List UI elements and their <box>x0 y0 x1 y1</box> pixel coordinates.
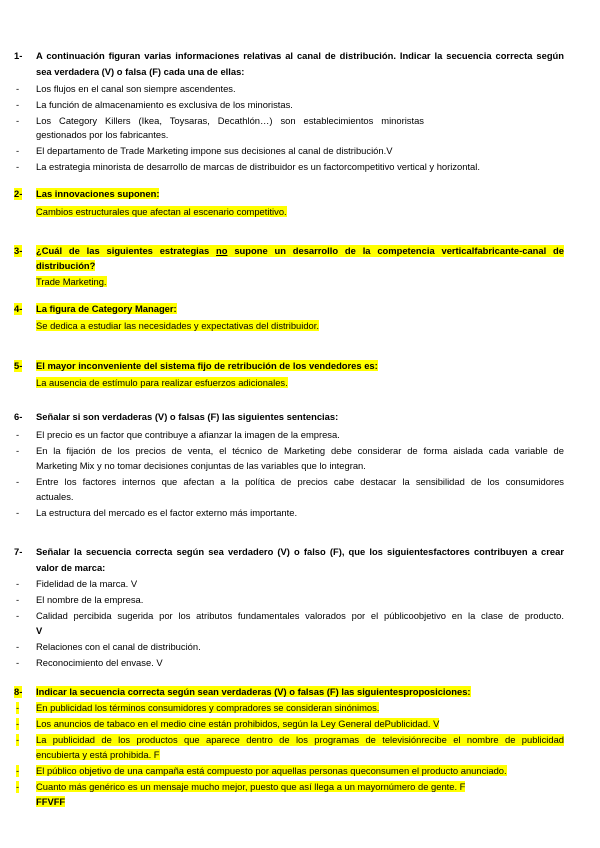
bullet-dash: - <box>16 99 20 110</box>
question-number: 6- <box>14 411 23 422</box>
question-number: 1- <box>14 50 23 61</box>
question-1-title-cont: sea verdadera (V) o falsa (F) cada una de ellas: <box>36 66 245 77</box>
list-item: El departamento de Trade Marketing impone sus decisiones al canal de distribución.V <box>36 145 393 156</box>
question-4-title: La figura de Category Manager: <box>36 303 177 314</box>
question-6-title: Señalar si son verdaderas (V) o falsas (F) las siguientes sentencias: <box>36 411 339 422</box>
list-item: El nombre de la empresa. <box>36 594 144 605</box>
list-item: Calidad percibida sugerida por los atributos fundamentales valorados por el públicoobjetivo en la clase de producto. <box>36 610 564 621</box>
list-item: El público objetivo de una campaña está compuesto por aquellas personas queconsumen el producto anunciado. <box>36 765 507 776</box>
question-5-answer: La ausencia de estímulo para realizar esfuerzos adicionales. <box>36 377 288 388</box>
list-item: La estrategia minorista de desarrollo de marcas de distribuidor es un factorcompetitivo vertical y horizontal. <box>36 161 480 172</box>
bullet-dash: - <box>16 83 20 94</box>
question-8-title: Indicar la secuencia correcta según sean verdaderas (V) o falsas (F) las siguientesproposiciones: <box>36 686 471 697</box>
list-item-cont: actuales. <box>36 491 74 502</box>
list-item: La estructura del mercado es el factor externo más importante. <box>36 507 298 518</box>
bullet-dash: - <box>16 610 20 621</box>
question-2-title: Las innovaciones suponen: <box>36 188 160 199</box>
question-4-answer: Se dedica a estudiar las necesidades y expectativas del distribuidor. <box>36 320 319 331</box>
bullet-dash: - <box>16 702 20 713</box>
list-item: Los flujos en el canal son siempre ascendentes. <box>36 83 236 94</box>
list-item: En la fijación de los precios de venta, el técnico de Marketing debe considerar de forma aislada cada variable de <box>36 445 564 456</box>
list-item: Cuanto más genérico es un mensaje mucho mejor, puesto que así llega a un mayornúmero de gente. F <box>36 781 466 792</box>
question-7-title: Señalar la secuencia correcta según sea verdadero (V) o falso (F), que los siguientesfactores contribuyen a crear <box>36 546 564 557</box>
question-3-title: ¿Cuál de las siguientes estrategias no supone un desarrollo de la competencia verticalfabricante-canal de <box>36 245 564 256</box>
question-3-title-cont: distribución? <box>36 260 96 271</box>
question-number: 8- <box>14 686 23 697</box>
emphasis-no: no <box>216 245 228 256</box>
question-7-title-cont: valor de marca: <box>36 562 106 573</box>
bullet-dash: - <box>16 641 20 652</box>
bullet-dash: - <box>16 781 20 792</box>
list-item: En publicidad los términos consumidores y compradores se consideran sinónimos. <box>36 702 380 713</box>
list-item: La publicidad de los productos que aparece dentro de los programas de televisiónrecibe el nombre de publicidad <box>36 734 564 745</box>
bullet-dash: - <box>16 734 20 745</box>
question-number: 5- <box>14 360 23 371</box>
list-item: Los anuncios de tabaco en el medio cine están prohibidos, según la Ley General dePublicidad. V <box>36 718 440 729</box>
question-number: 2- <box>14 188 23 199</box>
list-item: Entre los factores internos que afectan a la política de precios cabe destacar la sensibilidad de los consumidores <box>36 476 564 487</box>
bullet-dash: - <box>16 145 20 156</box>
bullet-dash: - <box>16 429 20 440</box>
bullet-dash: - <box>16 765 20 776</box>
bullet-dash: - <box>16 718 20 729</box>
bullet-dash: - <box>16 115 20 126</box>
bullet-dash: - <box>16 161 20 172</box>
bullet-dash: - <box>16 594 20 605</box>
list-item: Relaciones con el canal de distribución. <box>36 641 201 652</box>
question-1-title: A continuación figuran varias informaciones relativas al canal de distribución. Indicar la secuencia correcta según <box>36 50 564 61</box>
list-item-cont: encubierta y está prohibida. F <box>36 749 160 760</box>
list-item: Fidelidad de la marca. V <box>36 578 138 589</box>
question-number: 4- <box>14 303 23 314</box>
question-3-answer: Trade Marketing. <box>36 276 107 287</box>
question-2-answer: Cambios estructurales que afectan al escenario competitivo. <box>36 206 287 217</box>
list-item: Los Category Killers (Ikea, Toysaras, Decathlón…) son establecimientos minoristas <box>36 115 424 126</box>
list-item: Reconocimiento del envase. V <box>36 657 163 668</box>
question-5-title: El mayor inconveniente del sistema fijo de retribución de los vendedores es: <box>36 360 378 371</box>
bullet-dash: - <box>16 445 20 456</box>
bullet-dash: - <box>16 578 20 589</box>
list-item-cont: gestionados por los fabricantes. <box>36 129 169 140</box>
bullet-dash: - <box>16 507 20 518</box>
list-item-cont: Marketing Mix y no tomar decisiones conjuntas de las variables que lo integran. <box>36 460 366 471</box>
question-8-answer: FFVFF <box>36 796 66 807</box>
list-item: El precio es un factor que contribuye a afianzar la imagen de la empresa. <box>36 429 340 440</box>
bullet-dash: - <box>16 476 20 487</box>
question-number: 7- <box>14 546 23 557</box>
question-number: 3- <box>14 245 23 256</box>
list-item: La función de almacenamiento es exclusiva de los minoristas. <box>36 99 293 110</box>
list-item-cont: V <box>36 625 43 636</box>
bullet-dash: - <box>16 657 20 668</box>
